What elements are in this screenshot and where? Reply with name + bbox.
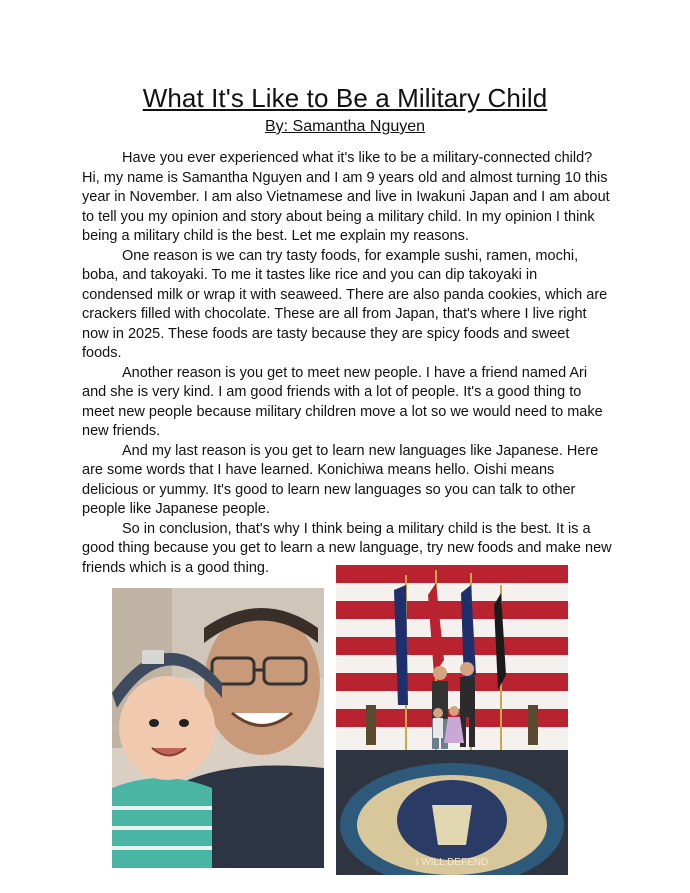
paragraph-friends: Another reason is you get to meet new people. I have a friend named Ari and she is very kind. I am good friends with a lot of people. It's a good thing to meet new people because military children move a lot so we would need to make new friends. xyxy=(82,364,603,439)
paragraph-intro: Have you ever experienced what it's like to be a military-connected child? Hi, my name is Samantha Nguyen and I am 9 years old and almost turning 10 this year in November. I am also Vietnamese and live in Iwakuni Japan and I am about to tell you my opinion and story about being a military child. In my opinion I think being a military child is the best. Let me explain my reasons. xyxy=(82,150,610,244)
child-and-father-photo xyxy=(112,588,324,868)
paragraph-foods: One reason is we can try tasty foods, for example sushi, ramen, mochi, boba, and takoyaki. To me it tastes like rice and you can dip takoyaki in condensed milk or wrap it with seaweed. There are also panda cookies, which are crackers filled with chocolate. These are all from Japan, that's where I live right now in 2025. These foods are tasty because they are spicy foods and sweet foods. xyxy=(82,247,608,361)
paragraph-languages: And my last reason is you get to learn new languages like Japanese. Here are some words that I have learned. Konichiwa means hello. Oishi means delicious or yummy. It's good to learn new languages so you can talk to other people like Japanese people. xyxy=(82,442,599,517)
rug-motto: I WILL DEFEND xyxy=(415,857,489,868)
family-flag-ceremony-photo xyxy=(336,565,568,875)
paragraph-conclusion: So in conclusion, that's why I think being a military child is the best. It is a good thing because you get to learn a new language, try new foods and make new friends which is a good thing. xyxy=(82,520,612,576)
document-title: What It's Like to Be a Military Child xyxy=(142,83,548,113)
author-byline: By: Samantha Nguyen xyxy=(264,118,426,135)
essay-body xyxy=(82,149,612,578)
